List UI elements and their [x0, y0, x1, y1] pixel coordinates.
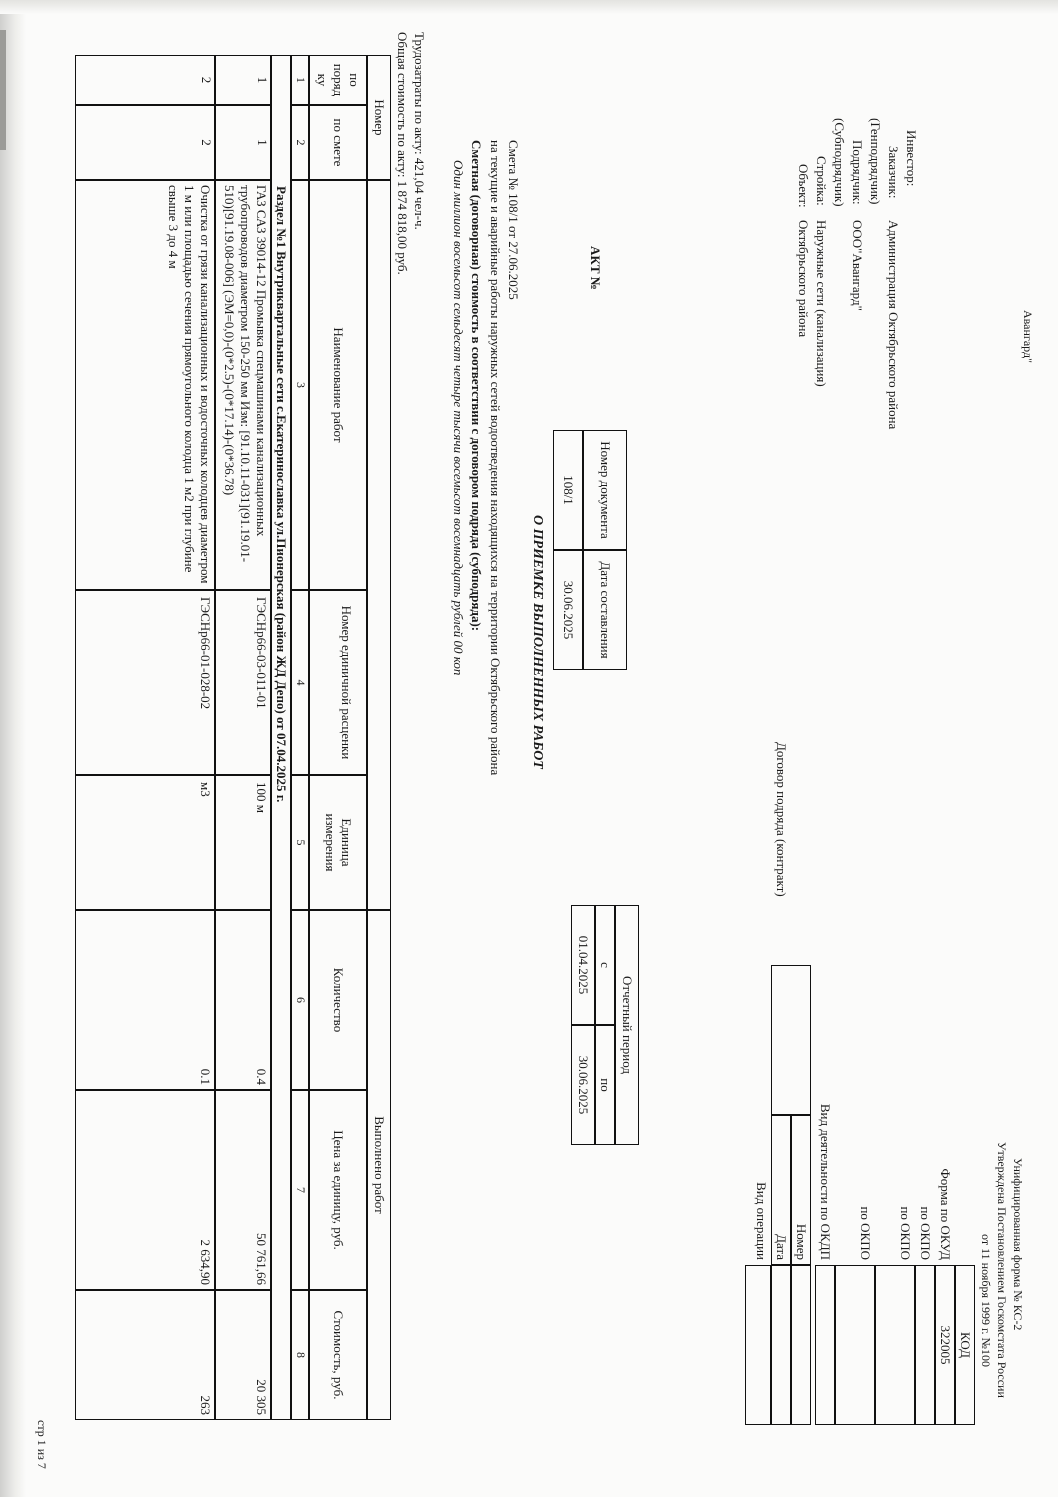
- col-header-cost-text: Стоимость, руб.: [331, 1310, 346, 1400]
- row1-code: [215, 590, 271, 775]
- col-number-3: [291, 180, 309, 590]
- contract-cell-left: [771, 965, 811, 1115]
- okpo-label-1: по ОКПО: [918, 1206, 933, 1260]
- contract-label: Договор подряда (контракт): [774, 742, 789, 897]
- period-to-cell: [571, 1025, 595, 1145]
- contract-date-label-cell: [771, 1115, 791, 1265]
- row2-code: [75, 590, 215, 775]
- col-header-qty: [309, 910, 367, 1090]
- contract-date-cell: [771, 1265, 791, 1425]
- row1-cost: [215, 1290, 271, 1420]
- row1-name: [215, 180, 271, 590]
- col-header-code-text: Номер единичной расценки: [339, 605, 354, 760]
- col-header-estimate: [309, 105, 367, 180]
- labor-total: Трудозатраты по акту: 421,04 чел-ч.: [412, 32, 427, 230]
- contract-number-cell: [791, 1265, 811, 1425]
- col-number-6: [291, 910, 309, 1090]
- doc-number: 108/1: [561, 475, 576, 505]
- col-header-price: [309, 1090, 367, 1290]
- col-number-6-text: 6: [294, 997, 308, 1003]
- row2-cost: [75, 1290, 215, 1420]
- row2-cost-text: 263: [198, 1395, 213, 1415]
- doc-date-cell: [553, 550, 583, 670]
- col-header-order-text: по поряд ку: [315, 63, 362, 97]
- row2-unit: [75, 775, 215, 910]
- row1-estimate: [215, 105, 271, 180]
- period-to-label-cell: [595, 1025, 615, 1145]
- col-number-4: [291, 590, 309, 775]
- col-header-name-text: Наименование работ: [331, 327, 346, 443]
- row1-price: [215, 1090, 271, 1290]
- contract-number-label: Номер: [794, 1223, 809, 1260]
- row1-order-text: 1: [255, 76, 270, 84]
- doc-date: 30.06.2025: [561, 580, 576, 640]
- row2-estimate-text: 2: [199, 139, 214, 146]
- row1-qty-text: 0.4: [254, 1068, 269, 1085]
- col-header-qty-text: Количество: [331, 967, 346, 1033]
- code-header-cell: [955, 1265, 975, 1425]
- col-number-1-text: 1: [294, 77, 308, 83]
- col-number-7-text: 7: [294, 1187, 308, 1193]
- okdp-cell: [815, 1265, 835, 1425]
- document-title: О ПРИЕМКЕ ВЫПОЛНЕННЫХ РАБОТ: [530, 515, 545, 769]
- period-to: 30.06.2025: [576, 1055, 591, 1115]
- okpo-label-3: по ОКПО: [858, 1206, 873, 1260]
- section-row: [271, 55, 291, 1420]
- contract-date-label: Дата: [774, 1234, 789, 1260]
- row2-code-text: ГЭСНр66-01-028-02: [198, 597, 213, 710]
- period-header-cell: [615, 905, 639, 1145]
- group-number-header: Номер: [372, 99, 387, 136]
- row1-estimate-text: 1: [255, 139, 270, 146]
- doc-number-cell: [553, 430, 583, 550]
- row1-code-text: ГЭСНр66-03-011-01: [254, 597, 269, 709]
- okpo-label-2: по ОКПО: [898, 1206, 913, 1260]
- okud-value: 322005: [938, 1325, 953, 1365]
- scan-shadow: [0, 30, 6, 150]
- row1-unit: [215, 775, 271, 910]
- customer-label: Заказчик:: [886, 146, 901, 199]
- row2-estimate: [75, 105, 215, 180]
- col-number-8: [291, 1290, 309, 1420]
- period-to-label: по: [598, 1078, 613, 1092]
- group-done-header: Выполнено работ: [372, 1116, 387, 1214]
- row2-unit-text: м3: [198, 782, 213, 797]
- okpo-cell-1: [915, 1265, 935, 1425]
- operation-cell: [745, 1265, 771, 1425]
- form-info-line3: от 11 ноября 1999 г. №100: [979, 1234, 993, 1367]
- group-done-cell: [367, 910, 391, 1420]
- group-empty-cell: [367, 180, 391, 910]
- object-label: Объект:: [796, 164, 811, 208]
- page-number: стр 1 из 7: [35, 1420, 49, 1469]
- row2-name-text: Очистка от грязи канализационных и водосточных колодцев диаметром 1 м или площадью сечения прямоугольного колодца 1 м2 при глубине свыше 3 до 4 м: [166, 185, 213, 584]
- col-header-name: [309, 180, 367, 590]
- general-contractor-label: (Генподрядчик): [868, 118, 883, 205]
- row1-name-text: ГАЗ САЗ 39014-12 Промывка спецмашинами канализационных трубопроводов диаметром 150-250 мм Изм: [91.10.11-031](91.19.01-510)[91.19.08-006] (ЭМ=0,0)-(0*2.5)-(0*17.14)-(0*36.78): [222, 185, 269, 563]
- estimate-description: на текущие и аварийные работы наружных сетей водоотведения находящихся на территории Октябрьского района: [488, 140, 503, 776]
- contract-cost-words: Один миллион восемьсот семьдесят четыре тысячи восемьсот восемнадцать рублей 00 коп: [451, 160, 466, 676]
- act-label: АКТ №: [588, 246, 603, 290]
- col-number-5-text: 5: [294, 839, 308, 846]
- col-number-2: [291, 105, 309, 180]
- group-number-cell: [367, 55, 391, 180]
- row2-qty-text: 0.1: [198, 1068, 213, 1085]
- row2-order: [75, 55, 215, 105]
- contractor-label: Подрядчик:: [850, 140, 865, 205]
- row1-qty: [215, 910, 271, 1090]
- estimate-line: Смета № 108/1 от 27.06.2025: [506, 140, 521, 300]
- construction-value: Наружные сети (канализация): [814, 220, 829, 387]
- row2-name: [75, 180, 215, 590]
- header-fragment: Авангард": [1021, 310, 1035, 364]
- okud-cell: [935, 1265, 955, 1425]
- ks2-act-document: [19, 10, 1039, 1485]
- doc-date-header: Дата составления: [598, 561, 613, 659]
- col-number-3-text: 3: [294, 382, 308, 388]
- col-number-7: [291, 1090, 309, 1290]
- row2-price-text: 2 634,90: [198, 1239, 213, 1285]
- okud-label: Форма по ОКУД: [938, 1168, 953, 1260]
- cost-total: Общая стоимость по акту: 1 874 818,00 руб.: [395, 32, 410, 275]
- col-header-unit: [309, 775, 367, 910]
- form-info-line2: Утверждена Постановлением Госкомстата России: [995, 1142, 1009, 1398]
- period-from-label: с: [598, 962, 613, 968]
- section-title: Раздел №1 Внутриквартальные сети с.Екатеринославка ул.Пионерская (район ЖД Депо) от 07.04.2025 г.: [274, 186, 289, 803]
- contract-number-label-cell: [791, 1115, 811, 1265]
- doc-date-header-cell: [583, 550, 627, 670]
- period-from-cell: [571, 905, 595, 1025]
- code-header: КОД: [958, 1332, 973, 1358]
- form-info-line1: Унифицированная форма № КС-2: [1011, 1158, 1025, 1331]
- col-header-code: [309, 590, 367, 775]
- object-value: Октябрьского района: [796, 220, 811, 338]
- period-from-label-cell: [595, 905, 615, 1025]
- col-header-estimate-text: по смете: [331, 118, 346, 167]
- col-header-order: [309, 55, 367, 105]
- okpo-cell-2: [875, 1265, 915, 1425]
- row1-order: [215, 55, 271, 105]
- okdp-label: Вид деятельности по ОКДП: [818, 1103, 833, 1260]
- col-number-5: [291, 775, 309, 910]
- operation-label: Вид операции: [754, 1182, 769, 1260]
- okpo-cell-3: [835, 1265, 875, 1425]
- row1-unit-text: 100 м: [254, 782, 269, 813]
- investor-label: Инвестор:: [904, 130, 919, 187]
- row2-qty: [75, 910, 215, 1090]
- row1-price-text: 50 761,66: [254, 1233, 269, 1285]
- construction-label: Стройка:: [814, 156, 829, 206]
- row2-price: [75, 1090, 215, 1290]
- period-header: Отчетный период: [620, 976, 635, 1074]
- col-number-4-text: 4: [294, 679, 308, 686]
- doc-number-header-cell: [583, 430, 627, 550]
- col-header-cost: [309, 1290, 367, 1420]
- col-header-unit-text: Единица измерения: [323, 813, 354, 872]
- col-number-1: [291, 55, 309, 105]
- contractor-value: ООО"Авангард": [850, 220, 865, 311]
- customer-value: Администрация Октябрьского района: [886, 220, 901, 430]
- doc-number-header: Номер документа: [598, 441, 613, 539]
- col-header-price-text: Цена за единицу, руб.: [331, 1130, 346, 1250]
- contract-cost-label: Сметная (договорная) стоимость в соответствии с договором подряда (субподряда):: [469, 140, 484, 632]
- period-from: 01.04.2025: [576, 935, 591, 995]
- col-number-8-text: 8: [294, 1352, 308, 1358]
- subcontractor-label: (Субподрядчик): [832, 118, 847, 207]
- row1-cost-text: 20 305: [254, 1379, 269, 1415]
- col-number-2-text: 2: [294, 139, 308, 146]
- rotated-document: [19, 10, 1039, 1485]
- row2-order-text: 2: [199, 76, 214, 84]
